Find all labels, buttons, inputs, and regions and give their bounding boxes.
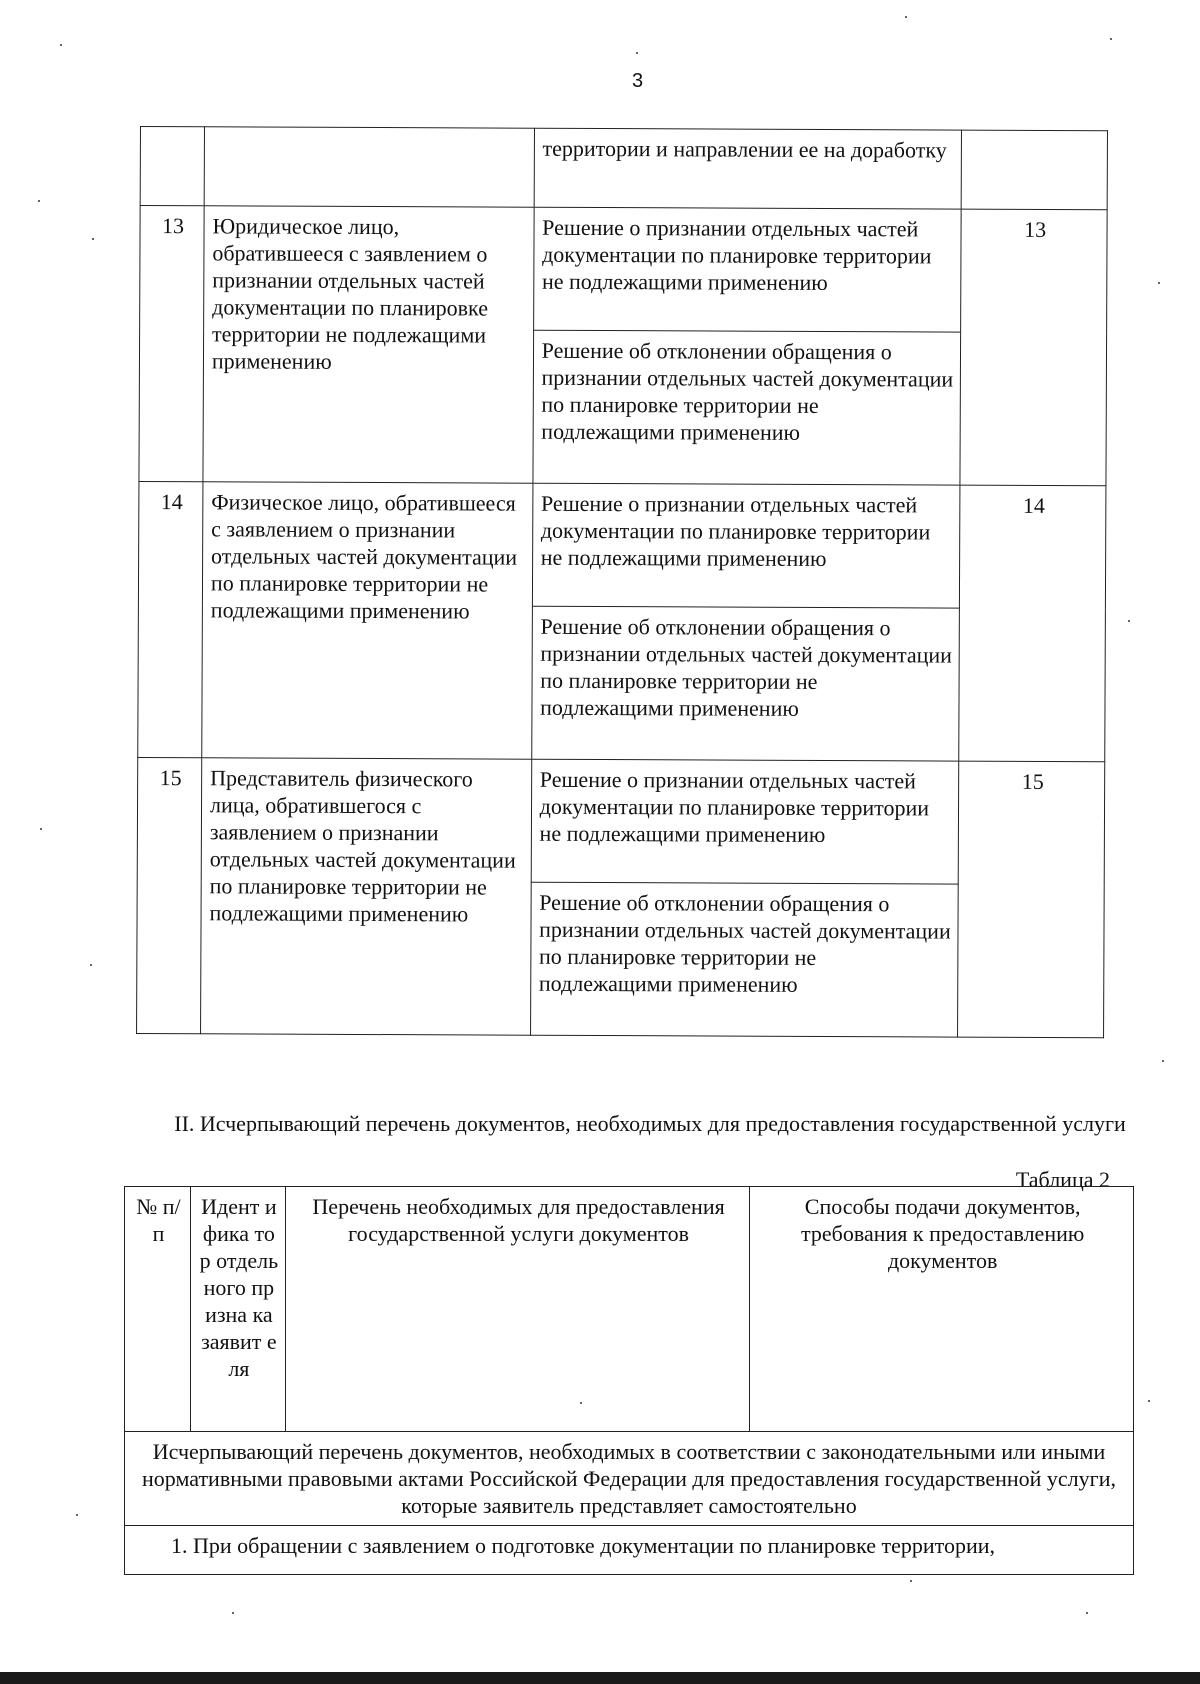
header-methods: Способы подачи документов, требования к предоставлению документов [750, 1187, 1134, 1432]
header-num: № п/п [125, 1187, 191, 1432]
table-row [140, 127, 1107, 210]
result-negative-cell: Решение об отклонении обращения о признании отдельных частей документации по планировке территории не подлежащими применению [531, 606, 959, 761]
result-negative-cell: Решение об отклонении обращения о признании отдельных частей документации по планировке территории не подлежащими применению [533, 330, 961, 485]
applicant-cell: Юридическое лицо, обратившееся с заявлением о признании отдельных частей документации по планировке территории не подлежащими применению [203, 206, 534, 483]
result-positive-cell: Решение о признании отдельных частей документации по планировке территории не подлежащими применению [531, 759, 959, 884]
result-code: 13 [960, 209, 1107, 486]
scan-speck [40, 828, 42, 830]
applicant-results-table [136, 126, 1108, 1038]
scan-speck [580, 1402, 582, 1404]
table-row [140, 206, 1108, 333]
scan-speck [1128, 620, 1130, 622]
table-cell [961, 130, 1107, 210]
table-row [137, 757, 1105, 884]
page-number: 3 [631, 70, 644, 92]
scan-speck [60, 44, 62, 46]
row-number: 13 [139, 206, 204, 482]
scan-speck [92, 238, 94, 240]
scan-speck [38, 200, 40, 202]
result-code: 14 [959, 485, 1106, 762]
scan-speck [1158, 282, 1160, 284]
scan-speck [910, 1580, 912, 1582]
header-identifier: Идент ифика тор отдель ного призна ка заявит еля [190, 1187, 285, 1432]
scan-edge-band [0, 1672, 1200, 1684]
scan-speck [905, 16, 907, 18]
continuation-cell: территории и направлении ее на доработку [534, 128, 962, 209]
applicant-cell: Представитель физического лица, обратившегося с заявлением о признании отдельных частей документации по планировке территории не подлежащими применению [200, 758, 531, 1035]
scan-speck [90, 964, 92, 966]
item-1: 1. При обращении с заявлением о подготовке документации по планировке территории, [125, 1526, 1134, 1575]
result-positive-cell: Решение о признании отдельных частей документации по планировке территории не подлежащими применению [533, 207, 961, 332]
scan-speck [1148, 1400, 1150, 1402]
table-cell [140, 127, 204, 206]
table-cell [204, 127, 534, 207]
scan-speck [232, 1612, 234, 1614]
header-row [125, 1187, 1134, 1432]
section-title: II. Исчерпывающий перечень документов, необходимых для предоставления государственной услуги [174, 1111, 1126, 1136]
table-row [125, 1526, 1134, 1575]
merged-row: Исчерпывающий перечень документов, необходимых в соответствии с законодательными или иными нормативными правовыми актами Российской Федерации для предоставления государственной услуги, которые заявитель представляет самостоятельно [125, 1432, 1134, 1526]
scan-speck [636, 52, 638, 54]
row-number: 14 [138, 481, 203, 757]
scan-speck [1162, 1060, 1164, 1062]
required-documents-table [124, 1186, 1134, 1575]
scan-speck [1086, 1612, 1088, 1614]
scan-speck [76, 1514, 78, 1516]
table-row [138, 481, 1106, 608]
applicant-cell: Физическое лицо, обратившееся с заявлением о признании отдельных частей документации по планировке территории не подлежащими применению [202, 482, 533, 759]
result-code: 15 [958, 761, 1105, 1038]
result-negative-cell: Решение об отклонении обращения о признании отдельных частей документации по планировке территории не подлежащими применению [530, 882, 958, 1037]
header-documents: Перечень необходимых для предоставления государственной услуги документов [285, 1187, 750, 1432]
table-caption: Таблица 2 [1015, 1167, 1110, 1192]
table-row [125, 1432, 1134, 1526]
scan-speck [1110, 38, 1112, 40]
result-positive-cell: Решение о признании отдельных частей документации по планировке территории не подлежащими применению [532, 483, 960, 608]
row-number: 15 [137, 757, 202, 1033]
